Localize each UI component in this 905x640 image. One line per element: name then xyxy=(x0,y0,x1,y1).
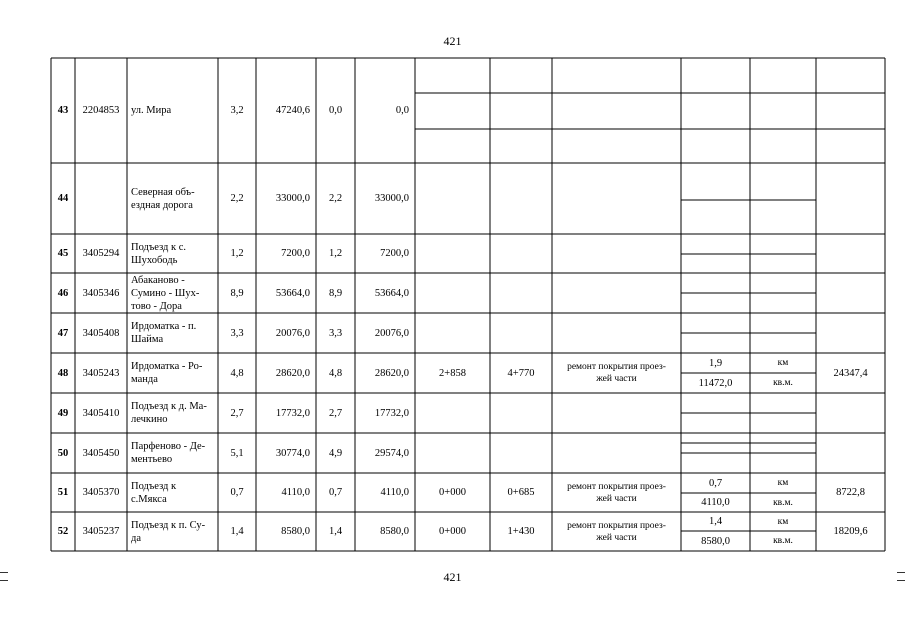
area-total: 28620,0 xyxy=(275,367,310,379)
area-repair: 28620,0 xyxy=(374,367,409,379)
length-total: 5,1 xyxy=(230,447,244,459)
length-repair: 3,3 xyxy=(328,327,343,339)
road-name: Подъезд к п. Су- да xyxy=(131,519,206,544)
road-code: 3405450 xyxy=(82,447,120,459)
unit-m2 xyxy=(750,413,816,433)
end-km xyxy=(490,433,552,473)
start-km xyxy=(415,234,490,273)
area-repair: 7200,0 xyxy=(380,248,409,259)
cost: 24347,4 xyxy=(833,367,868,379)
work-type xyxy=(552,313,681,353)
row-number: 52 xyxy=(57,526,69,537)
unit-m2 xyxy=(750,333,816,353)
length-repair: 2,2 xyxy=(328,193,343,204)
quantity-m2: 11472,0 xyxy=(698,377,733,389)
quantity-km xyxy=(681,58,750,111)
quantity-m2 xyxy=(681,413,750,433)
unit-m2 xyxy=(750,453,816,473)
unit-km: км xyxy=(777,478,789,488)
length-repair: 4,9 xyxy=(328,447,343,459)
area-total: 4110,0 xyxy=(281,487,310,498)
road-code: 3405243 xyxy=(82,367,120,379)
cost xyxy=(816,433,885,473)
cost xyxy=(816,163,885,234)
quantity-m2 xyxy=(681,111,750,163)
road-code: 3405410 xyxy=(82,407,120,419)
area-repair: 8580,0 xyxy=(380,526,409,537)
length-repair: 0,7 xyxy=(328,487,343,498)
road-code: 3405408 xyxy=(82,327,120,339)
road-code: 3405237 xyxy=(82,526,120,537)
area-repair: 4110,0 xyxy=(380,487,409,498)
row-number: 50 xyxy=(57,447,69,459)
start-km: 0+000 xyxy=(439,526,466,537)
area-repair: 53664,0 xyxy=(374,287,409,299)
cost xyxy=(816,393,885,433)
unit-km xyxy=(750,163,816,200)
unit-km xyxy=(750,433,816,453)
start-km xyxy=(415,393,490,433)
work-type xyxy=(552,393,681,433)
cost: 8722,8 xyxy=(836,487,865,498)
quantity-km xyxy=(681,163,750,200)
length-total: 8,9 xyxy=(230,287,244,299)
road-code: 3405294 xyxy=(82,248,120,259)
road-code: 3405370 xyxy=(82,487,120,498)
unit-m2 xyxy=(750,111,816,163)
quantity-km: 0,7 xyxy=(708,477,723,489)
quantity-km: 1,9 xyxy=(708,357,723,369)
length-repair: 8,9 xyxy=(328,287,343,299)
unit-km xyxy=(750,313,816,333)
area-total: 20076,0 xyxy=(275,327,310,339)
end-km: 0+685 xyxy=(507,487,535,498)
row-number: 51 xyxy=(57,487,69,498)
area-repair: 20076,0 xyxy=(374,327,409,339)
road-code: 3405346 xyxy=(82,287,120,299)
length-total: 4,8 xyxy=(230,367,244,379)
page-edge-mark-left xyxy=(0,572,8,573)
unit-km xyxy=(750,273,816,293)
work-type xyxy=(552,163,681,234)
unit-m2 xyxy=(750,254,816,273)
start-km: 2+858 xyxy=(439,367,466,379)
start-km xyxy=(415,273,490,313)
work-type xyxy=(552,58,681,163)
road-name: Северная объ- ездная дорога xyxy=(131,186,195,211)
cost xyxy=(816,273,885,313)
work-type: ремонт покрытия проез- жей части xyxy=(567,362,666,384)
end-km: 1+430 xyxy=(507,526,535,537)
work-type xyxy=(552,273,681,313)
page-number-bottom: 421 xyxy=(443,570,462,584)
work-type xyxy=(552,433,681,473)
row-number: 46 xyxy=(57,287,69,299)
quantity-km xyxy=(681,313,750,333)
quantity-m2 xyxy=(681,333,750,353)
length-total: 1,2 xyxy=(230,248,244,259)
start-km xyxy=(415,58,490,163)
cost xyxy=(816,313,885,353)
length-total: 3,3 xyxy=(230,327,244,339)
unit-km: км xyxy=(777,358,789,368)
length-repair: 4,8 xyxy=(328,367,343,379)
work-type: ремонт покрытия проез- жей части xyxy=(567,520,666,543)
quantity-km xyxy=(681,433,750,453)
start-km xyxy=(415,163,490,234)
road-name: ул. Мира xyxy=(131,105,172,116)
quantity-km xyxy=(681,234,750,254)
length-total: 0,7 xyxy=(230,487,244,498)
end-km: 4+770 xyxy=(507,367,535,379)
area-total: 33000,0 xyxy=(275,193,310,204)
area-repair: 0,0 xyxy=(395,105,409,116)
unit-m2: кв.м. xyxy=(773,536,793,546)
unit-m2 xyxy=(750,200,816,234)
start-km: 0+000 xyxy=(439,487,466,498)
quantity-km: 1,4 xyxy=(708,516,723,527)
end-km xyxy=(490,58,552,163)
page-edge-mark-right-2 xyxy=(897,580,905,581)
cost xyxy=(816,234,885,273)
road-code xyxy=(75,163,127,234)
page-edge-mark-right xyxy=(897,572,905,573)
row-number: 43 xyxy=(57,105,69,116)
unit-km: км xyxy=(777,516,789,527)
row-number: 44 xyxy=(57,193,69,204)
end-km xyxy=(490,273,552,313)
page-edge-mark-left-2 xyxy=(0,580,8,581)
road-name: Подъезд к д. Ма- лечкино xyxy=(131,401,207,425)
quantity-m2: 4110,0 xyxy=(701,497,730,508)
unit-km xyxy=(750,234,816,254)
end-km xyxy=(490,393,552,433)
unit-km xyxy=(750,58,816,111)
area-total: 17732,0 xyxy=(275,407,310,419)
cost: 18209,6 xyxy=(833,526,868,537)
road-name: Ирдоматка - п. Шайма xyxy=(131,321,197,345)
road-name: Подъезд к с. Шухободь xyxy=(131,241,187,266)
road-name: Парфеново - Де- ментьево xyxy=(131,441,206,465)
work-type: ремонт покрытия проез- жей части xyxy=(567,481,666,504)
work-type xyxy=(552,234,681,273)
quantity-m2: 8580,0 xyxy=(701,535,730,547)
area-total: 53664,0 xyxy=(275,287,310,299)
row-number: 47 xyxy=(57,327,69,339)
unit-m2 xyxy=(750,293,816,313)
quantity-m2 xyxy=(681,293,750,313)
unit-m2: кв.м. xyxy=(773,497,793,508)
length-repair: 1,4 xyxy=(328,526,343,537)
area-repair: 33000,0 xyxy=(374,193,409,204)
road-code: 2204853 xyxy=(82,105,120,116)
unit-m2: кв.м. xyxy=(773,378,793,388)
quantity-m2 xyxy=(681,453,750,473)
length-repair: 1,2 xyxy=(328,248,343,259)
start-km xyxy=(415,433,490,473)
road-name: Ирдоматка - Ро- манда xyxy=(131,361,203,385)
area-total: 8580,0 xyxy=(281,526,310,537)
road-name: Абаканово - Сумино - Шух- тово - Дора xyxy=(131,274,200,312)
row-number: 48 xyxy=(57,367,69,379)
quantity-km xyxy=(681,393,750,413)
length-total: 2,7 xyxy=(230,407,244,419)
end-km xyxy=(490,234,552,273)
length-repair: 2,7 xyxy=(328,407,343,419)
area-total: 30774,0 xyxy=(275,447,310,459)
length-total: 3,2 xyxy=(230,105,244,116)
area-total: 7200,0 xyxy=(281,248,310,259)
end-km xyxy=(490,313,552,353)
quantity-m2 xyxy=(681,254,750,273)
unit-km xyxy=(750,393,816,413)
end-km xyxy=(490,163,552,234)
cost xyxy=(816,58,885,163)
length-total: 2,2 xyxy=(230,193,244,204)
road-name: Подъезд к с.Мякса xyxy=(131,480,177,505)
row-number: 45 xyxy=(57,248,69,259)
length-total: 1,4 xyxy=(230,526,244,537)
page-number-top: 421 xyxy=(443,34,462,48)
area-total: 47240,6 xyxy=(275,105,310,116)
quantity-m2 xyxy=(681,200,750,234)
length-repair: 0,0 xyxy=(328,105,343,116)
area-repair: 17732,0 xyxy=(374,407,409,419)
area-repair: 29574,0 xyxy=(374,447,409,459)
start-km xyxy=(415,313,490,353)
row-number: 49 xyxy=(57,407,69,419)
quantity-km xyxy=(681,273,750,293)
